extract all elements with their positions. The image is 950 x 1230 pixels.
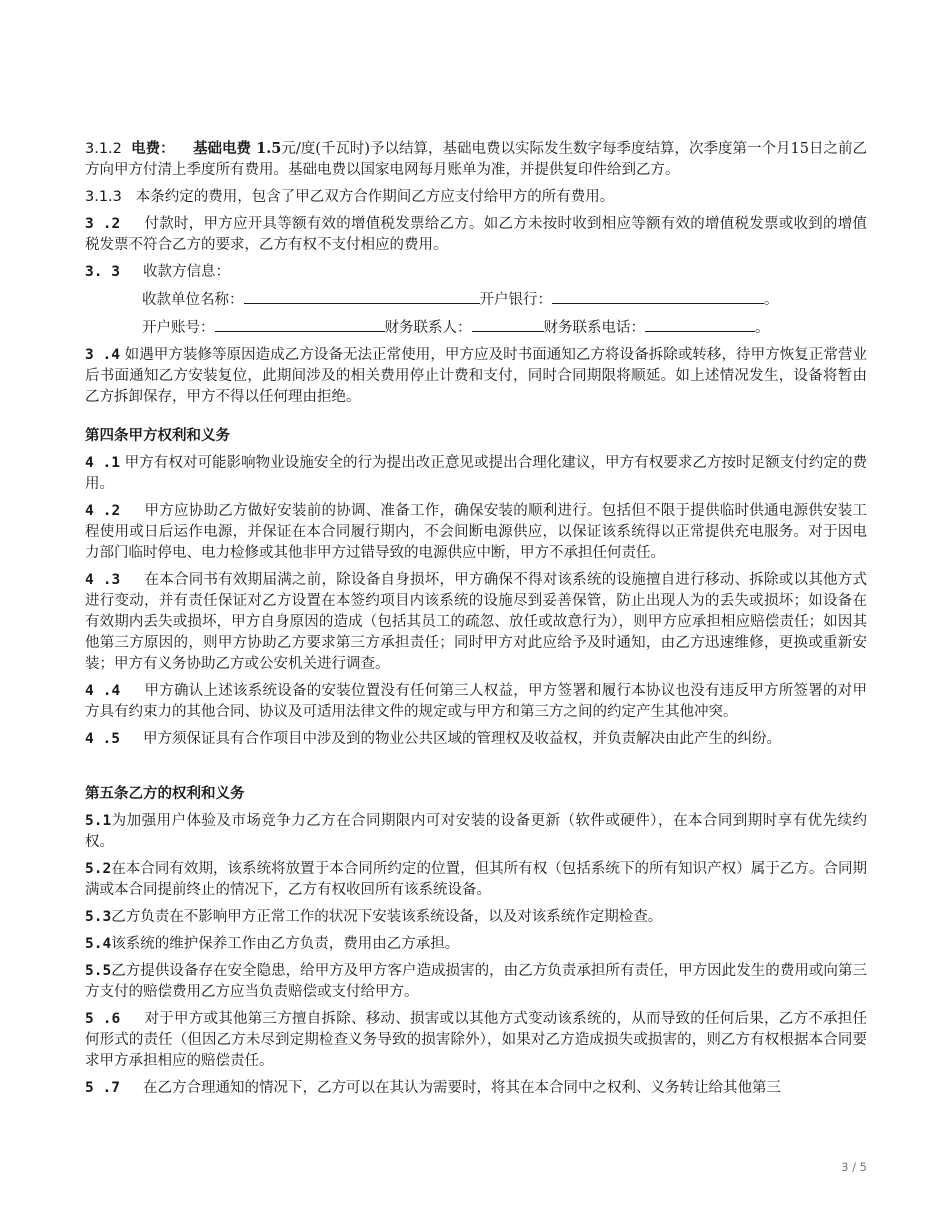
clause-4-4 bbox=[85, 681, 867, 723]
finance-contact-label: 财务联系人： bbox=[384, 320, 472, 336]
clause-text: 甲方确认上述该系统设备的安装位置没有任何第三人权益，甲方签署和履行本协议也没有违反甲方所签署的对甲方具有约束力的其他合同、协议及可适用法律文件的规定或与甲方和第三方之间的约定产生其他冲突。 bbox=[85, 683, 868, 720]
line-end: 。 bbox=[755, 320, 770, 336]
clause-number: 3 .4 bbox=[85, 347, 120, 363]
clause-number: 5 .6 bbox=[85, 1011, 121, 1027]
clause-text: 在乙方合理通知的情况下，乙方可以在其认为需要时，将其在本合同中之权利、义务转让给其他第三 bbox=[142, 1080, 781, 1096]
payee-name-blank bbox=[244, 289, 480, 304]
finance-contact-blank bbox=[472, 317, 544, 332]
clause-text: 该系统的维护保养工作由乙方负责，费用由乙方承担。 bbox=[111, 936, 460, 952]
clause-number: 4 .3 bbox=[85, 572, 121, 588]
clause-3-4 bbox=[85, 345, 867, 408]
clause-number: 5.3 bbox=[85, 909, 112, 925]
clause-number: 3. 3 bbox=[85, 264, 120, 280]
clause-4-1 bbox=[85, 453, 867, 495]
clause-text: 在本合同书有效期届满之前，除设备自身损坏，甲方确保不得对该系统的设施擅自进行移动、拆除或以其他方式进行变动，并有责任保证对乙方设置在本签约项目内该系统的设施尽到妥善保管，防止出现人为的丢失或损坏；如设备在有效期内丢失或损坏，甲方自身原因的造成（包括其员工的疏忽、放任或故意行为），则甲方应承担相应赔偿责任；如因其他第三方原因的，则甲方协助乙方要求第三方承担责任；同时甲方对此应给予及时通知，由乙方迅速维修，更换或重新安装；甲方有义务协助乙方或公安机关进行调查。 bbox=[85, 572, 868, 672]
bank-blank bbox=[552, 289, 764, 304]
clause-text: 甲方有权对可能影响物业设施安全的行为提出改正意见或提出合理化建议，甲方有权要求乙方按时足额支付约定的费用。 bbox=[85, 455, 868, 492]
clause-4-3 bbox=[85, 570, 867, 675]
section-5-heading: 第五条乙方的权利和义务 bbox=[85, 786, 245, 802]
clause-text: 收款方信息： bbox=[142, 264, 230, 280]
finance-phone-blank bbox=[645, 317, 755, 332]
clause-number: 5 .7 bbox=[85, 1080, 120, 1096]
clause-5-2 bbox=[85, 859, 867, 901]
account-label: 开户账号： bbox=[142, 320, 215, 336]
clause-number: 3 .2 bbox=[85, 216, 121, 232]
clause-5-3 bbox=[85, 907, 867, 928]
clause-text: 如遇甲方装修等原因造成乙方设备无法正常使用，甲方应及时书面通知乙方将设备拆除或转移，待甲方恢复正常营业后书面通知乙方安装复位，此期间涉及的相关费用停止计费和支付，同时合同期限将顺延。如上述情况发生，设备将暂由乙方拆卸保存，甲方不得以任何理由拒绝。 bbox=[85, 347, 868, 405]
clause-text: 元/度(千瓦时)予以结算，基础电费以实际发生数字每季度结算，次季度第一个月15日之前乙方向甲方付清上季度所有费用。基础电费以国家电网每月账单为准，并提供复印件给到乙方。 bbox=[85, 141, 867, 178]
clause-5-7 bbox=[85, 1078, 867, 1099]
section-4-heading: 第四条甲方权利和义务 bbox=[85, 428, 230, 444]
section-gap bbox=[85, 756, 867, 770]
clause-number: 3.1.2 bbox=[85, 141, 122, 157]
clause-number: 5.1 bbox=[85, 813, 112, 829]
clause-number: 4 .2 bbox=[85, 503, 121, 519]
payee-info-line-2 bbox=[85, 317, 867, 339]
clause-3-1-2 bbox=[85, 138, 867, 181]
clause-5-5 bbox=[85, 961, 867, 1003]
clause-label: 电费： bbox=[131, 140, 175, 157]
bank-label: 开户银行： bbox=[479, 292, 552, 308]
clause-5-4 bbox=[85, 934, 867, 955]
clause-text: 为加强用户体验及市场竞争力乙方在合同期限内可对安装的设备更新（软件或硬件），在本合同到期时享有优先续约权。 bbox=[85, 813, 867, 850]
clause-number: 4 .4 bbox=[85, 683, 121, 699]
clause-5-1 bbox=[85, 811, 867, 853]
payee-info-line-1 bbox=[85, 289, 867, 311]
clause-text: 本条约定的费用，包含了甲乙双方合作期间乙方应支付给甲方的所有费用。 bbox=[135, 189, 615, 205]
line-end: 。 bbox=[764, 292, 779, 308]
clause-text: 在本合同有效期，该系统将放置于本合同所约定的位置，但其所有权（包括系统下的所有知识产权）属于乙方。合同期满或本合同提前终止的情况下，乙方有权收回所有该系统设备。 bbox=[85, 861, 867, 898]
clause-number: 5.5 bbox=[85, 963, 112, 979]
clause-emphasis: 基础电费 1.5 bbox=[193, 140, 282, 157]
clause-number: 5.2 bbox=[85, 861, 112, 877]
finance-phone-label: 财务联系电话： bbox=[543, 320, 645, 336]
clause-text: 甲方须保证具有合作项目中涉及到的物业公共区域的管理权及收益权，并负责解决由此产生的纠纷。 bbox=[142, 731, 781, 747]
clause-3-3 bbox=[85, 262, 867, 283]
clause-4-2 bbox=[85, 501, 867, 564]
account-blank bbox=[215, 317, 385, 332]
document-page bbox=[85, 138, 867, 1105]
clause-5-6 bbox=[85, 1009, 867, 1072]
page-number: 3 / 5 bbox=[841, 1160, 867, 1174]
clause-text: 乙方提供设备存在安全隐患，给甲方及甲方客户造成损害的，由乙方负责承担所有责任，甲方因此发生的费用或向第三方支付的赔偿费用乙方应当负责赔偿或支付给甲方。 bbox=[85, 963, 867, 1000]
clause-3-1-3 bbox=[85, 187, 867, 208]
clause-text: 对于甲方或其他第三方擅自拆除、移动、损害或以其他方式变动该系统的，从而导致的任何后果，乙方不承担任何形式的责任（但因乙方未尽到定期检查义务导致的损害除外），如果对乙方造成损失或损害的，则乙方有权根据本合同要求甲方承担相应的赔偿责任。 bbox=[85, 1011, 868, 1069]
clause-text: 甲方应协助乙方做好安装前的协调、准备工作，确保安装的顺利进行。包括但不限于提供临时供通电源供安装工程使用或日后运作电源，并保证在本合同履行期内，不会间断电源供应，以保证该系统得以正常提供充电服务。对于因电力部门临时停电、电力检修或其他非甲方过错导致的电源供应中断，甲方不承担任何责任。 bbox=[85, 503, 868, 561]
clause-number: 4 .5 bbox=[85, 731, 120, 747]
clause-number: 5.4 bbox=[85, 936, 112, 952]
clause-4-5 bbox=[85, 729, 867, 750]
clause-number: 3.1.3 bbox=[85, 189, 122, 205]
clause-3-2 bbox=[85, 214, 867, 256]
payee-name-label: 收款单位名称： bbox=[142, 292, 244, 308]
clause-number: 4 .1 bbox=[85, 455, 120, 471]
clause-text: 乙方负责在不影响甲方正常工作的状况下安装该系统设备，以及对该系统作定期检查。 bbox=[111, 909, 663, 925]
clause-text: 付款时，甲方应开具等额有效的增值税发票给乙方。如乙方未按时收到相应等额有效的增值税发票或收到的增值税发票不符合乙方的要求，乙方有权不支付相应的费用。 bbox=[85, 216, 868, 253]
